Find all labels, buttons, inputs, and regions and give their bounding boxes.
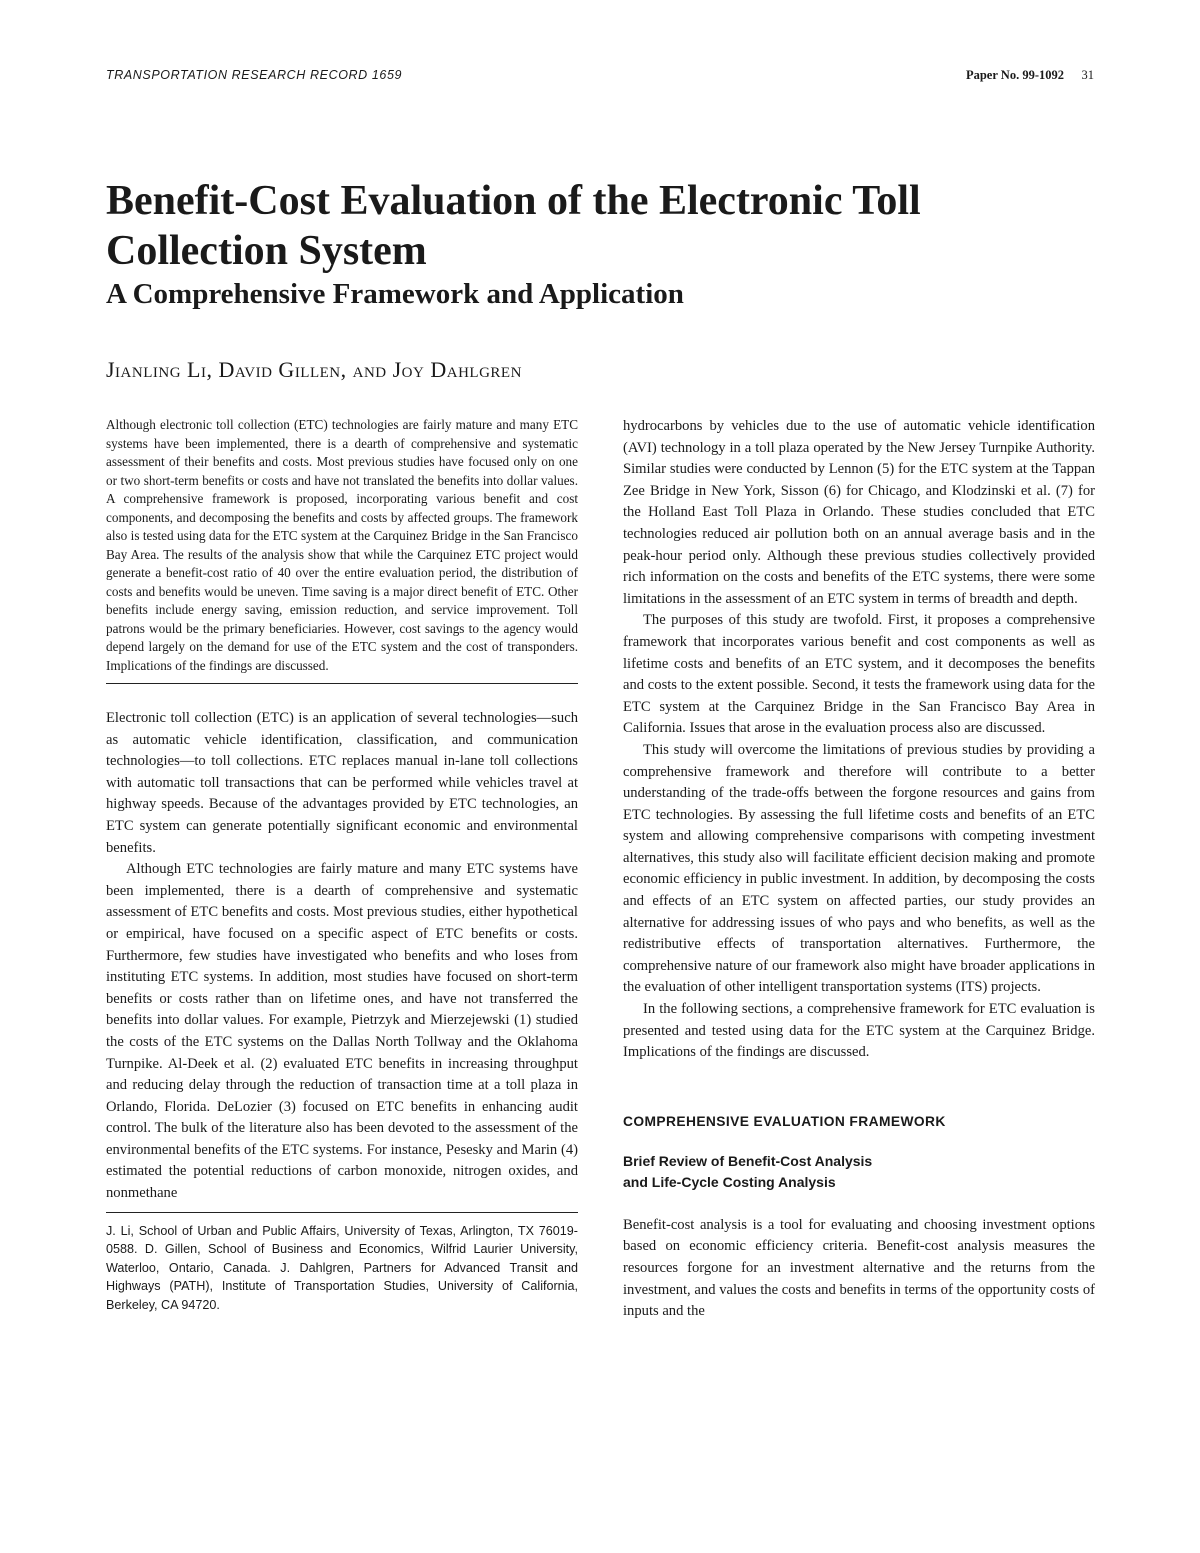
article-subtitle: A Comprehensive Framework and Application: [106, 278, 684, 310]
right-column: [623, 416, 1095, 1323]
subsection-heading: [623, 1151, 1095, 1193]
footnote-divider: [106, 1212, 578, 1213]
section-heading: COMPREHENSIVE EVALUATION FRAMEWORK: [623, 1113, 946, 1129]
page-number: 31: [1081, 68, 1094, 82]
body-paragraph: Although ETC technologies are fairly mature and many ETC systems have been implemented, there is a dearth of comprehensive and systematic assessment of ETC benefits and costs. Most previous studies, either hypothetical or empirical, have focused on a specific aspect of ETC benefits or costs. Furthermore, few studies have investigated who benefits and who loses from instituting ETC systems. In addition, most studies have focused on short-term benefits or costs rather than on lifetime ones, and have not transferred the benefits into dollar values. For example, Pietrzyk and Mierzejewski (1) studied the costs of the ETC systems on the Dallas North Tollway and the Oklahoma Turnpike. Al-Deek et al. (2) evaluated ETC benefits in increasing throughput and reducing delay through the reduction of transaction time at a toll plaza in Orlando, Florida. DeLozier (3) focused on ETC benefits in enhancing audit control. The bulk of the literature also has been devoted to the assessment of the environmental benefits of the ETC systems. For instance, Pesesky and Marin (4) estimated the potential reductions of carbon monoxide, nitrogen oxides, and nonmethane: [106, 861, 578, 1202]
body-paragraph: The purposes of this study are twofold. First, it proposes a comprehensive framework that incorporates various benefit and cost components as well as lifetime costs and benefits of an ETC system, and it decomposes the benefits and costs to the extent possible. Second, it tests the framework using data for the ETC system at the Carquinez Bridge in the San Francisco Bay Area in California. Issues that arose in the evaluation process also are discussed.: [623, 612, 1095, 737]
paper-number: Paper No. 99-1092: [965, 68, 1064, 82]
author-list: Jianling Li, David Gillen, and Joy Dahlgren: [106, 357, 522, 382]
body-paragraph: This study will overcome the limitations of previous studies by providing a comprehensive framework and therefore will contribute to a better understanding of the trade-offs between the forgone resources and gains from ETC technologies. By assessing the full lifetime costs and benefits of an ETC system and allowing comprehensive comparisons with competing investment alternatives, this study also will facilitate efficient decision making and promote economic efficiency in public investment. In addition, by decomposing the costs and effects of an ETC system on affected parties, our study provides an alternative for addressing issues of who pays and who benefits, as well as the redistributive effects of transportation alternatives. Furthermore, the comprehensive nature of our framework also might have broader applications in the evaluation of other intelligent transportation systems (ITS) projects.: [623, 741, 1095, 996]
body-paragraph: hydrocarbons by vehicles due to the use of automatic vehicle identification (AVI) technology in a toll plaza operated by the New Jersey Turnpike Authority. Similar studies were conducted by Lennon (5) for the ETC system at the Tappan Zee Bridge in New York, Sisson (6) for Chicago, and Klodzinski et al. (7) for the Holland East Toll Plaza in Orlando. These studies concluded that ETC technologies reduced air pollution both on an annual average basis and in the peak-hour period only. Although these previous studies collectively provided rich information on the costs and benefits of the ETC systems, there were some limitations in the assessment of an ETC system in terms of breadth and depth.: [623, 418, 1095, 607]
journal-name: TRANSPORTATION RESEARCH RECORD 1659: [106, 68, 403, 82]
author-affiliations-footnote: J. Li, School of Urban and Public Affairs, University of Texas, Arlington, TX 76019-0588. D. Gillen, School of Business and Economics, Wilfrid Laurier University, Waterloo, Ontario, Canada. J. Dahlgren, Partners for Advanced Transit and Highways (PATH), Institute of Transportation Studies, University of California, Berkeley, CA 94720.: [106, 1223, 578, 1312]
abstract: Although electronic toll collection (ETC) technologies are fairly mature and many ETC systems have been implemented, there is a dearth of comprehensive and systematic assessment of their benefits and costs. Most previous studies have focused only on one or two short-term benefits or costs and have not translated the benefits into dollar values. A comprehensive framework is proposed, incorporating various benefit and cost components, and decomposing the benefits and costs by affected groups. The framework also is tested using data for the ETC system at the Carquinez Bridge in the San Francisco Bay Area. The results of the analysis show that while the Carquinez ETC project would generate a benefit-cost ratio of 40 over the entire evaluation period, the distribution of costs and benefits would be uneven. Time saving is a major direct benefit of ETC. Other benefits include energy saving, emission reduction, and service improvement. Toll patrons would be the primary beneficiaries. However, cost savings to the agency would depend largely on the demand for use of the ETC system and the cost of transponders. Implications of the findings are discussed.: [106, 417, 578, 673]
abstract-divider: [106, 683, 578, 684]
body-paragraph: Benefit-cost analysis is a tool for evaluating and choosing investment options based on economic efficiency criteria. Benefit-cost analysis measures the resources forgone for an investment alternative and the returns from the investment, and values the costs and benefits in terms of the opportunity costs of inputs and the: [623, 1216, 1095, 1320]
running-header: [106, 68, 1094, 88]
body-paragraph: Electronic toll collection (ETC) is an application of several technologies—such as automatic vehicle identification, classification, and communication technologies—to toll collections. ETC replaces manual in-lane toll collections with automatic toll transactions that can be performed while vehicles travel at highway speeds. Because of the advantages provided by ETC technologies, an ETC system can generate potentially significant economic and environmental benefits.: [106, 710, 578, 856]
left-column: [106, 416, 578, 1314]
article-title: Benefit-Cost Evaluation of the Electronic Toll Collection System: [106, 178, 921, 274]
body-paragraph: In the following sections, a comprehensive framework for ETC evaluation is presented and tested using data for the ETC system at the Carquinez Bridge. Implications of the findings are discussed.: [623, 1001, 1095, 1061]
subsection-heading-line: and Life-Cycle Costing Analysis: [623, 1173, 836, 1190]
subsection-heading-line: Brief Review of Benefit-Cost Analysis: [623, 1152, 873, 1169]
